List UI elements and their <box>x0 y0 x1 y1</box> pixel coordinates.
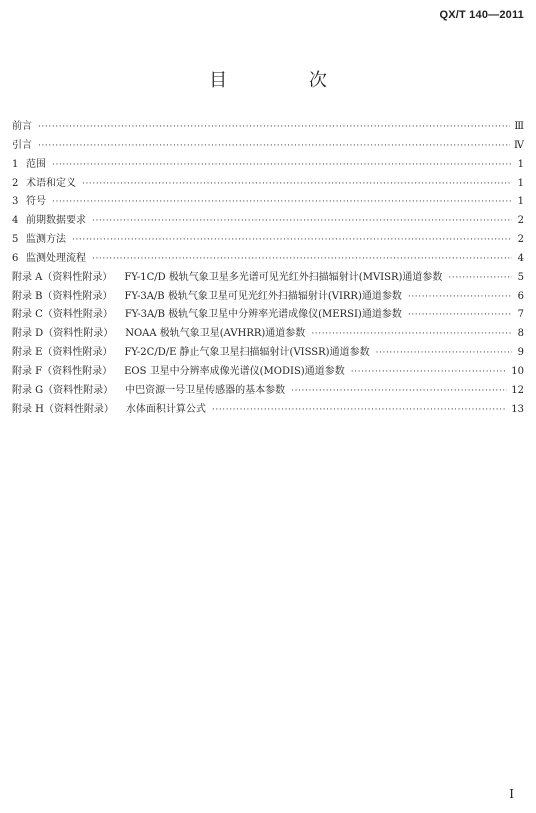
toc-entry-label: 前期数据要求 <box>26 215 86 227</box>
toc-entry-label: 水体面积计算公式 <box>125 403 206 415</box>
toc-entry-annex-prefix: 附录 G（资料性附录） <box>12 384 114 396</box>
toc-entry[interactable] <box>12 193 524 212</box>
toc-entry-label: 中巴资源一号卫星传感器的基本参数 <box>125 384 286 396</box>
toc-entry[interactable] <box>12 344 524 363</box>
toc-entry-page: 6 <box>517 290 524 302</box>
toc-entry[interactable] <box>12 382 524 401</box>
toc-entry-label: NOAA 极轨气象卫星(AVHRR)通道参数 <box>125 328 306 340</box>
toc-entry-label: 范围 <box>26 158 46 170</box>
toc-entry-page: 2 <box>517 215 524 227</box>
toc-entry-number: 3 <box>12 196 19 208</box>
toc-entry-page: Ⅳ <box>514 139 524 151</box>
dot-leader <box>72 231 512 250</box>
dot-leader <box>408 288 512 307</box>
dot-leader <box>311 325 512 344</box>
toc-entry[interactable] <box>12 175 524 194</box>
dot-leader <box>38 137 510 156</box>
dot-leader <box>38 118 510 137</box>
toc-entry-label: 术语和定义 <box>26 177 76 189</box>
dot-leader <box>376 344 512 363</box>
toc-entry[interactable] <box>12 250 524 269</box>
toc-entry-page: 7 <box>517 309 524 321</box>
toc-entry-page: 8 <box>517 328 524 340</box>
toc-entry-page: 1 <box>517 158 524 170</box>
toc-entry-number: 2 <box>12 177 19 189</box>
toc-entry-number: 4 <box>12 215 19 227</box>
toc-entry-label: 监测处理流程 <box>26 252 86 264</box>
toc-entry[interactable] <box>12 306 524 325</box>
toc-entry[interactable] <box>12 212 524 231</box>
toc-entry-page: 5 <box>517 271 524 283</box>
toc-entry-annex-prefix: 附录 F（资料性附录） <box>12 365 113 377</box>
dot-leader <box>52 193 512 212</box>
toc-entry-label: FY-3A/B 极轨气象卫星中分辨率光谱成像仪(MERSI)通道参数 <box>124 309 402 321</box>
toc-entry[interactable] <box>12 325 524 344</box>
toc-entry[interactable] <box>12 269 524 288</box>
dot-leader <box>212 401 507 420</box>
table-of-contents <box>12 118 524 420</box>
toc-entry-page: 12 <box>511 384 524 396</box>
dot-leader <box>291 382 507 401</box>
toc-entry-annex-prefix: 附录 E（资料性附录） <box>12 347 113 359</box>
toc-entry-label: 前言 <box>12 121 32 132</box>
standard-code: QX/T 140—2011 <box>439 9 524 21</box>
toc-entry-label: FY-3A/B 极轨气象卫星可见光红外扫描辐射计(VIRR)通道参数 <box>124 290 402 302</box>
toc-entry-label: 引言 <box>12 139 32 151</box>
toc-entry-number: 1 <box>12 158 19 170</box>
toc-entry[interactable] <box>12 401 524 420</box>
toc-entry-label: FY-1C/D 极轨气象卫星多光谱可见光红外扫描辐射计(MVISR)通道参数 <box>124 271 443 283</box>
toc-entry-annex-prefix: 附录 A（资料性附录） <box>12 271 113 283</box>
toc-entry-label: EOS 卫星中分辨率成像光谱仪(MODIS)通道参数 <box>124 365 345 377</box>
dot-leader <box>52 156 512 175</box>
toc-entry[interactable] <box>12 137 524 156</box>
toc-entry-page: 10 <box>511 365 524 377</box>
toc-entry[interactable] <box>12 288 524 307</box>
toc-entry[interactable] <box>12 156 524 175</box>
dot-leader <box>92 250 512 269</box>
dot-leader <box>448 269 512 288</box>
toc-entry-label: FY-2C/D/E 静止气象卫星扫描辐射计(VISSR)通道参数 <box>124 347 370 359</box>
toc-entry-annex-prefix: 附录 C（资料性附录） <box>12 309 113 321</box>
toc-entry-page: 1 <box>517 177 524 189</box>
dot-leader <box>351 363 508 382</box>
toc-entry-page: Ⅲ <box>514 121 524 132</box>
toc-entry-annex-prefix: 附录 D（资料性附录） <box>12 328 114 340</box>
toc-entry-annex-prefix: 附录 H（资料性附录） <box>12 403 114 415</box>
toc-title: 目 次 <box>209 70 365 91</box>
toc-entry[interactable] <box>12 231 524 250</box>
toc-entry-number: 5 <box>12 234 19 246</box>
toc-entry-page: 9 <box>517 347 524 359</box>
toc-entry-label: 符号 <box>26 196 46 208</box>
page-number: I <box>509 787 514 801</box>
toc-entry[interactable] <box>12 118 524 137</box>
toc-entry-page: 2 <box>517 234 524 246</box>
toc-entry-annex-prefix: 附录 B（资料性附录） <box>12 290 113 302</box>
toc-entry-number: 6 <box>12 252 19 264</box>
dot-leader <box>92 212 512 231</box>
toc-entry-page: 1 <box>517 196 524 208</box>
toc-entry-page: 4 <box>517 252 524 264</box>
toc-entry-page: 13 <box>511 403 524 415</box>
dot-leader <box>408 306 512 325</box>
toc-entry[interactable] <box>12 363 524 382</box>
dot-leader <box>82 175 512 194</box>
toc-entry-label: 监测方法 <box>26 234 66 246</box>
